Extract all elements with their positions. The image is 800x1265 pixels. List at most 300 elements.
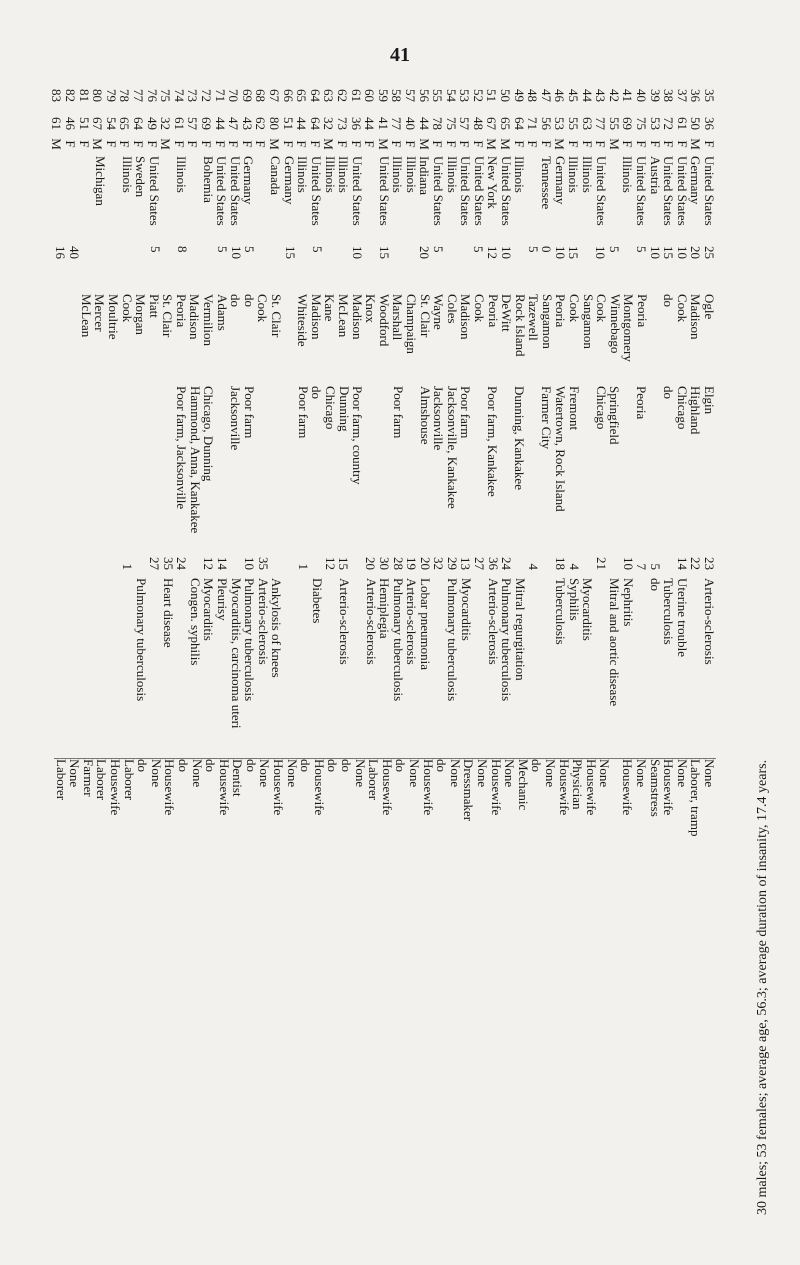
- cell-county: Coles: [444, 294, 460, 324]
- footer-summary: 30 males; 53 females; average age, 56.3; average duration of insanity, 17.4 years.: [755, 759, 770, 1215]
- cell-nativity: United States: [674, 156, 690, 226]
- cell-occupation: Dressmaker: [461, 759, 477, 822]
- cell-number: 49: [511, 89, 527, 102]
- cell-number: 47: [538, 89, 554, 102]
- cell-county: Tazewell: [526, 294, 542, 341]
- cell-number: 75: [158, 89, 174, 102]
- cell-place: Jacksonville: [228, 386, 244, 451]
- cell-place: Chicago, Dunning: [201, 386, 217, 482]
- cell-sex: F: [144, 140, 160, 148]
- cell-parentage: 20: [417, 246, 433, 259]
- cell-duration: [188, 538, 201, 570]
- cell-sex: F: [525, 140, 541, 148]
- cell-number: 38: [661, 89, 677, 102]
- cell-number: 68: [253, 89, 269, 102]
- cell-nativity: Michigan: [93, 156, 109, 206]
- cell-cause: [594, 578, 607, 758]
- cell-duration: 24: [174, 557, 190, 570]
- cell-sex: F: [674, 140, 690, 148]
- cell-place: [526, 386, 539, 538]
- cell-sex: F: [661, 140, 677, 148]
- cell-number: 78: [117, 89, 133, 102]
- cell-occupation: None: [502, 759, 518, 788]
- cell-sex: M: [158, 138, 174, 150]
- cell-parentage: [324, 246, 337, 294]
- cell-place: Poor farm, Jacksonville: [174, 386, 190, 510]
- cell-age: 40: [402, 117, 418, 130]
- cell-county: Kane: [322, 294, 338, 322]
- cell-place: Poor farm, Kankakee: [485, 386, 501, 497]
- cell-county: do: [661, 294, 677, 307]
- cell-parentage: 8: [174, 246, 190, 253]
- cell-parentage: 16: [53, 246, 69, 259]
- cell-place: Poor farm: [390, 386, 406, 439]
- cell-parentage: [108, 246, 121, 294]
- cell-county: Montgomery: [621, 294, 637, 362]
- cell-cause: [473, 578, 486, 758]
- cell-cause: [635, 578, 648, 758]
- cell-occupation: do: [175, 759, 191, 772]
- cell-duration: [513, 538, 526, 570]
- cell-place: [621, 386, 634, 538]
- cell-occupation: None: [407, 759, 423, 788]
- cell-occupation: None: [447, 759, 463, 788]
- cell-duration: 13: [458, 557, 474, 570]
- cell-occupation: Housewife: [661, 759, 677, 816]
- cell-parentage: 20: [688, 246, 704, 259]
- cell-occupation: do: [135, 759, 151, 772]
- cell-cause: Pleurisy: [215, 578, 231, 621]
- cell-age: 32: [158, 117, 174, 130]
- cell-place: [215, 386, 228, 538]
- cell-age: 64: [131, 117, 147, 130]
- cell-nativity: United States: [593, 156, 609, 226]
- cell-parentage: [458, 246, 471, 294]
- cell-number: 54: [443, 89, 459, 102]
- cell-duration: [270, 538, 283, 570]
- cell-county: Sangamon: [580, 294, 596, 349]
- cell-place: [648, 386, 661, 538]
- cell-cause: Pulmonary tuberculosis: [390, 578, 406, 702]
- cell-occupation: do: [434, 759, 450, 772]
- cell-county: [649, 294, 662, 386]
- cell-duration: 18: [553, 557, 569, 570]
- cell-place: [499, 386, 512, 538]
- cell-place: [364, 386, 377, 538]
- cell-occupation: Seamstress: [647, 759, 663, 817]
- cell-age: 47: [226, 117, 242, 130]
- cell-duration: 10: [241, 557, 257, 570]
- cell-place: Fremont: [566, 386, 582, 431]
- table-columns: [49, 62, 717, 1227]
- cell-sex: F: [103, 140, 119, 148]
- cell-duration: 32: [431, 557, 447, 570]
- cell-age: 75: [443, 117, 459, 130]
- cell-cause: Tuberculosis: [553, 578, 569, 645]
- cell-occupation: None: [634, 759, 650, 788]
- column-sex: [49, 136, 717, 152]
- cell-place: [256, 386, 269, 538]
- cell-age: 75: [634, 117, 650, 130]
- cell-parentage: 5: [242, 246, 258, 253]
- cell-cause: [81, 578, 94, 758]
- cell-county: [67, 294, 80, 386]
- cell-cause: Congen. syphilis: [187, 578, 203, 666]
- cell-county: Cook: [567, 294, 583, 323]
- cell-county: Adams: [214, 294, 230, 331]
- cell-nativity: [608, 156, 621, 246]
- cell-number: 39: [647, 89, 663, 102]
- cell-duration: [67, 538, 80, 570]
- cell-nativity: [107, 156, 120, 246]
- cell-occupation: Housewife: [162, 759, 178, 816]
- cell-county: Moultrie: [105, 294, 121, 340]
- cell-duration: 36: [485, 557, 501, 570]
- cell-occupation: None: [189, 759, 205, 788]
- cell-occupation: None: [257, 759, 273, 788]
- cell-number: 83: [49, 89, 65, 102]
- cell-place: Jacksonville: [431, 386, 447, 451]
- cell-nativity: United States: [634, 156, 650, 226]
- cell-parentage: 5: [471, 246, 487, 253]
- cell-age: 55: [606, 117, 622, 130]
- cell-sex: M: [606, 138, 622, 150]
- cell-number: 61: [348, 89, 364, 102]
- cell-occupation: do: [243, 759, 259, 772]
- cell-county: St. Clair: [269, 294, 285, 338]
- cell-county: Madison: [308, 294, 324, 340]
- cell-parentage: [621, 246, 634, 294]
- cell-nativity: Indiana: [417, 156, 433, 195]
- cell-sex: F: [199, 140, 215, 148]
- cell-nativity: United States: [702, 156, 717, 226]
- cell-occupation: None: [475, 759, 490, 788]
- cell-sex: M: [416, 138, 432, 150]
- cell-nativity: Tennessee: [539, 156, 555, 210]
- cell-age: 73: [334, 117, 350, 130]
- cell-nativity: Illinois: [390, 156, 406, 193]
- cell-cause: Nephritis: [620, 578, 636, 627]
- cell-occupation: Housewife: [620, 759, 636, 816]
- cell-parentage: 15: [282, 246, 298, 259]
- cell-parentage: 5: [634, 246, 650, 253]
- cell-duration: 14: [214, 557, 230, 570]
- cell-duration: 4: [526, 563, 542, 570]
- cell-parentage: [445, 246, 458, 294]
- cell-place: Watertown, Rock Island: [553, 386, 569, 512]
- cell-parentage: [81, 246, 94, 294]
- cell-place: do: [309, 386, 325, 399]
- cell-parentage: 12: [485, 246, 501, 259]
- cell-place: Peoria: [634, 386, 650, 420]
- cell-county: Wayne: [431, 294, 447, 330]
- cell-nativity: Illinois: [620, 156, 636, 193]
- cell-cause: Hemiplegia: [377, 578, 393, 639]
- cell-nativity: United States: [309, 156, 324, 226]
- cell-occupation: Housewife: [271, 759, 287, 816]
- cell-duration: [350, 538, 363, 570]
- cell-place: Poor farm: [295, 386, 311, 439]
- cell-sex: F: [620, 140, 636, 148]
- cell-county: Cook: [471, 294, 487, 323]
- cell-parentage: 15: [377, 246, 393, 259]
- cell-occupation: [611, 759, 621, 859]
- cell-place: Elgin: [702, 386, 717, 415]
- cell-occupation: Housewife: [583, 759, 599, 816]
- cell-age: 54: [103, 117, 119, 130]
- cell-cause: Heart disease: [160, 578, 176, 648]
- cell-parentage: 5: [215, 246, 231, 253]
- cell-sex: M: [90, 138, 106, 150]
- cell-county: Peoria: [635, 294, 651, 328]
- cell-duration: 5: [647, 563, 663, 570]
- cell-age: 67: [90, 117, 106, 130]
- cell-occupation: do: [529, 759, 545, 772]
- cell-occupation: Laborer, tramp: [688, 759, 704, 837]
- cell-sex: F: [430, 140, 446, 148]
- cell-sex: F: [402, 140, 418, 148]
- cell-county: Cook: [674, 294, 690, 323]
- cell-nativity: Germany: [281, 156, 297, 205]
- cell-place: Dunning, Kankakee: [512, 386, 528, 490]
- cell-parentage: [121, 246, 134, 294]
- cell-cause: [324, 578, 337, 758]
- cell-sex: F: [457, 140, 473, 148]
- cell-age: 61: [171, 117, 187, 130]
- cell-parentage: [270, 246, 283, 294]
- cell-number: 52: [470, 89, 486, 102]
- cell-duration: 27: [472, 557, 488, 570]
- cell-age: 56: [538, 117, 554, 130]
- cell-duration: 24: [499, 557, 515, 570]
- cell-number: 40: [634, 89, 650, 102]
- cell-age: 53: [552, 117, 568, 130]
- cell-number: 46: [552, 89, 568, 102]
- cell-nativity: United States: [147, 156, 163, 226]
- page-number: 41: [390, 44, 410, 66]
- cell-duration: 7: [634, 563, 650, 570]
- cell-number: 59: [375, 89, 391, 102]
- cell-occupation: None: [702, 759, 717, 788]
- cell-parentage: [513, 246, 526, 294]
- cell-cause: [432, 578, 445, 758]
- cell-cause: Pulmonary tuberculosis: [242, 578, 258, 702]
- cell-age: 57: [185, 117, 201, 130]
- cell-nativity: [161, 156, 174, 246]
- cell-parentage: 10: [498, 246, 514, 259]
- cell-number: 35: [702, 89, 717, 102]
- cell-sex: F: [702, 140, 717, 148]
- cell-parentage: 10: [593, 246, 609, 259]
- cell-occupation: Housewife: [379, 759, 395, 816]
- cell-cause: Pulmonary tuberculosis: [499, 578, 515, 702]
- cell-parentage: 5: [525, 246, 541, 253]
- cell-sex: F: [538, 140, 554, 148]
- cell-sex: F: [294, 140, 310, 148]
- cell-sex: M: [321, 138, 337, 150]
- cell-age: 32: [321, 117, 337, 130]
- cell-nativity: Sweden: [133, 156, 149, 198]
- cell-nativity: New York: [485, 156, 501, 209]
- cell-county: Ogle: [702, 294, 717, 320]
- cell-number: 76: [144, 89, 160, 102]
- cell-cause: [527, 578, 540, 758]
- cell-number: 72: [199, 89, 215, 102]
- cell-number: 73: [185, 89, 201, 102]
- cell-occupation: do: [203, 759, 219, 772]
- cell-age: 69: [199, 117, 215, 130]
- cell-occupation: Laborer: [53, 759, 69, 801]
- cell-place: [54, 386, 67, 538]
- cell-number: 60: [362, 89, 378, 102]
- cell-age: 36: [348, 117, 364, 130]
- cell-age: 63: [579, 117, 595, 130]
- cell-county: do: [241, 294, 257, 307]
- cell-nativity: Canada: [268, 156, 284, 195]
- column-occupation: [54, 759, 716, 859]
- cell-county: Madison: [688, 294, 704, 340]
- cell-nativity: [255, 156, 268, 246]
- cell-cause: Ankylosis of knees: [269, 578, 285, 678]
- cell-number: 57: [402, 89, 418, 102]
- cell-nativity: Illinois: [403, 156, 419, 193]
- cell-number: 82: [63, 89, 79, 102]
- cell-number: 45: [566, 89, 582, 102]
- cell-number: 79: [103, 89, 119, 102]
- cell-cause: Arterio-sclerosis: [336, 578, 352, 665]
- cell-occupation: None: [674, 759, 690, 788]
- cell-nativity: United States: [349, 156, 365, 226]
- column-county: [54, 294, 716, 386]
- cell-number: 56: [416, 89, 432, 102]
- column-parentage: [54, 246, 716, 294]
- cell-place: [269, 386, 282, 538]
- cell-sex: F: [362, 140, 378, 148]
- cell-county: Madison: [458, 294, 474, 340]
- cell-nativity: Illinois: [295, 156, 311, 193]
- cell-sex: F: [185, 140, 201, 148]
- cell-duration: 4: [566, 563, 582, 570]
- cell-number: 71: [212, 89, 228, 102]
- cell-cause: Pulmonary tuberculosis: [445, 578, 461, 702]
- cell-place: [378, 386, 391, 538]
- cell-county: Cook: [255, 294, 271, 323]
- cell-parentage: 5: [431, 246, 447, 253]
- cell-nativity: [364, 156, 377, 246]
- cell-county: Winnebago: [607, 294, 623, 354]
- cell-county: St. Clair: [417, 294, 433, 338]
- cell-place: [108, 386, 121, 538]
- cell-parentage: 40: [67, 246, 83, 259]
- cell-duration: 27: [147, 557, 163, 570]
- cell-number: 67: [267, 89, 282, 102]
- cell-sex: F: [634, 140, 650, 148]
- cell-duration: 35: [255, 557, 271, 570]
- cell-age: 77: [389, 117, 405, 130]
- cell-number: 55: [430, 89, 446, 102]
- cell-duration: 19: [404, 557, 420, 570]
- cell-age: 64: [511, 117, 527, 130]
- cell-cause: [148, 578, 161, 758]
- cell-number: 53: [457, 89, 473, 102]
- cell-duration: [134, 538, 147, 570]
- cell-occupation: None: [597, 759, 613, 788]
- cell-duration: 12: [201, 557, 217, 570]
- cell-sex: F: [253, 140, 269, 148]
- cell-number: 58: [389, 89, 405, 102]
- cell-cause: Lobar pneumonia: [418, 578, 434, 671]
- cell-place: Springfield: [607, 386, 623, 445]
- cell-place: [94, 386, 107, 538]
- cell-occupation: Housewife: [311, 759, 327, 816]
- cell-occupation: Farmer: [80, 759, 96, 797]
- cell-county: Piatt: [146, 294, 162, 318]
- cell-sex: M: [552, 138, 568, 150]
- cell-sex: M: [484, 138, 500, 150]
- cell-nativity: United States: [227, 156, 243, 226]
- cell-county: Mercer: [92, 294, 108, 332]
- cell-nativity: Austria: [647, 156, 663, 195]
- cell-cause: Uterine trouble: [675, 578, 691, 658]
- cell-duration: 22: [688, 557, 704, 570]
- cell-cause: Syphilis: [566, 578, 582, 621]
- cell-parentage: [256, 246, 269, 294]
- cell-duration: [81, 538, 94, 570]
- cell-age: 46: [63, 117, 79, 130]
- cell-occupation: do: [393, 759, 409, 772]
- cell-age: 48: [470, 117, 486, 130]
- cell-parentage: 15: [566, 246, 582, 259]
- cell-nativity: Illinois: [119, 156, 135, 193]
- cell-sex: F: [171, 140, 187, 148]
- cell-sex: M: [688, 138, 704, 150]
- cell-number: 41: [620, 89, 636, 102]
- cell-cause: Pulmonary tuberculosis: [133, 578, 149, 702]
- cell-parentage: 10: [552, 246, 568, 259]
- cell-duration: 28: [390, 557, 406, 570]
- cell-nativity: [527, 156, 540, 246]
- cell-nativity: Illinois: [580, 156, 596, 193]
- cell-age: 65: [117, 117, 133, 130]
- cell-age: 36: [702, 117, 717, 130]
- cell-age: 57: [457, 117, 473, 130]
- cell-place: Jacksonville, Kankakee: [444, 386, 460, 509]
- column-cause: [54, 578, 716, 758]
- cell-cause: [283, 578, 296, 758]
- cell-age: 64: [307, 117, 323, 130]
- cell-nativity: United States: [214, 156, 230, 226]
- cell-cause: Arterio-sclerosis: [255, 578, 271, 665]
- cell-duration: [107, 538, 120, 570]
- cell-age: 41: [375, 117, 391, 130]
- cell-duration: 14: [674, 557, 690, 570]
- column-age: [49, 106, 717, 136]
- cell-county: Rock Island: [512, 294, 528, 357]
- cell-cause: [54, 578, 67, 758]
- cell-number: 77: [131, 89, 147, 102]
- cell-occupation: Housewife: [488, 759, 504, 816]
- cell-occupation: do: [298, 759, 314, 772]
- cell-duration: [608, 538, 621, 570]
- column-number: [49, 62, 717, 106]
- cell-county: DeWitt: [499, 294, 515, 332]
- cell-nativity: Illinois: [173, 156, 189, 193]
- cell-sex: F: [566, 140, 582, 148]
- cell-parentage: [404, 246, 417, 294]
- cell-county: Knox: [363, 294, 379, 323]
- cell-occupation: Laborer: [94, 759, 110, 801]
- cell-cause: Myocarditis: [458, 578, 474, 641]
